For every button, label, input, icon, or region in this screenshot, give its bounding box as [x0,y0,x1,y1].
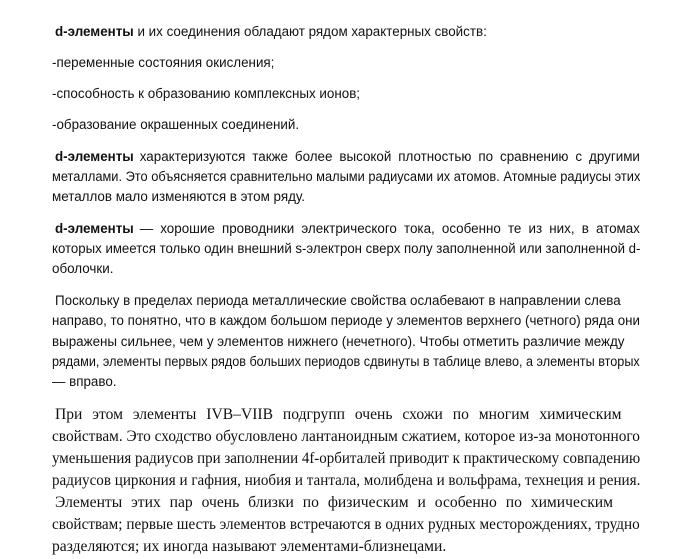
paragraph-3-line-1 [55,221,640,236]
paragraph-3-text: — хорошие проводники электрического тока, особенно те из них, в атомах [139,221,640,236]
paragraph-6-line-3: разделяются; их иногда называют элементами-близнецами. [52,538,447,555]
paragraph-5-line-2: свойствам. Это сходство обусловлено лантаноидным сжатием, которое из-за монотонного [52,428,640,445]
paragraph-2-line-1 [55,149,640,164]
paragraph-2-line-3: металлов мало изменяются в этом ряду. [52,189,305,204]
list-item: -способность к образованию комплексных ионов; [52,86,361,101]
paragraph-2-line-2: металлами. Это объясняется сравнительно малыми радиусами их атомов. Атомные радиусы этих [52,169,641,184]
term-d-elements: d-элементы [55,24,134,39]
paragraph-5-line-3: уменьшения радиусов при заполнении 4f-орбиталей приводит к практическому совпадению [52,450,641,467]
paragraph-3-line-3: оболочки. [52,261,114,276]
paragraph-5-line-4: радиусов циркония и гафния, ниобия и тантала, молибдена и вольфрама, технеция и рения. [52,472,641,489]
paragraph-4-line-3: выражены сильнее, чем у элементов нижнего (нечетного). Чтобы отметить различие между [52,334,625,349]
paragraph-4-line-1: Поскольку в пределах периода металлические свойства ослабевают в направлении слева [55,293,621,308]
paragraph-2-text: характеризуются также более высокой плотностью по сравнению с другими [139,149,640,164]
list-item: -образование окрашенных соединений. [52,117,300,132]
paragraph-1 [55,24,487,39]
term-d-elements: d-элементы [55,149,134,164]
paragraph-3-line-2: которых имеется только один внешний s-электрон сверх полу заполненной или заполненной d- [52,241,641,256]
paragraph-5-line-1: При этом элементы IVB–VIIB подгрупп очень схожи по многим химическим [55,406,622,423]
paragraph-6-line-1: Элементы этих пар очень близки по физическим и особенно по химическим [55,494,613,511]
term-d-elements: d-элементы [55,221,134,236]
paragraph-1-text: и их соединения обладают рядом характерных свойств: [133,24,487,39]
paragraph-4-line-4: рядами, элементы первых рядов больших периодов сдвинуты в таблице влево, а элементы вторых [52,354,640,369]
paragraph-6-line-2: свойствам; первые шесть элементов встречаются в одних рудных месторождениях, трудно [52,516,640,533]
list-item: -переменные состояния окисления; [52,55,275,70]
paragraph-4-line-5: — вправо. [52,374,117,389]
paragraph-4-line-2: направо, то понятно, что в каждом большом периоде у элементов верхнего (четного) ряда они [52,313,640,328]
